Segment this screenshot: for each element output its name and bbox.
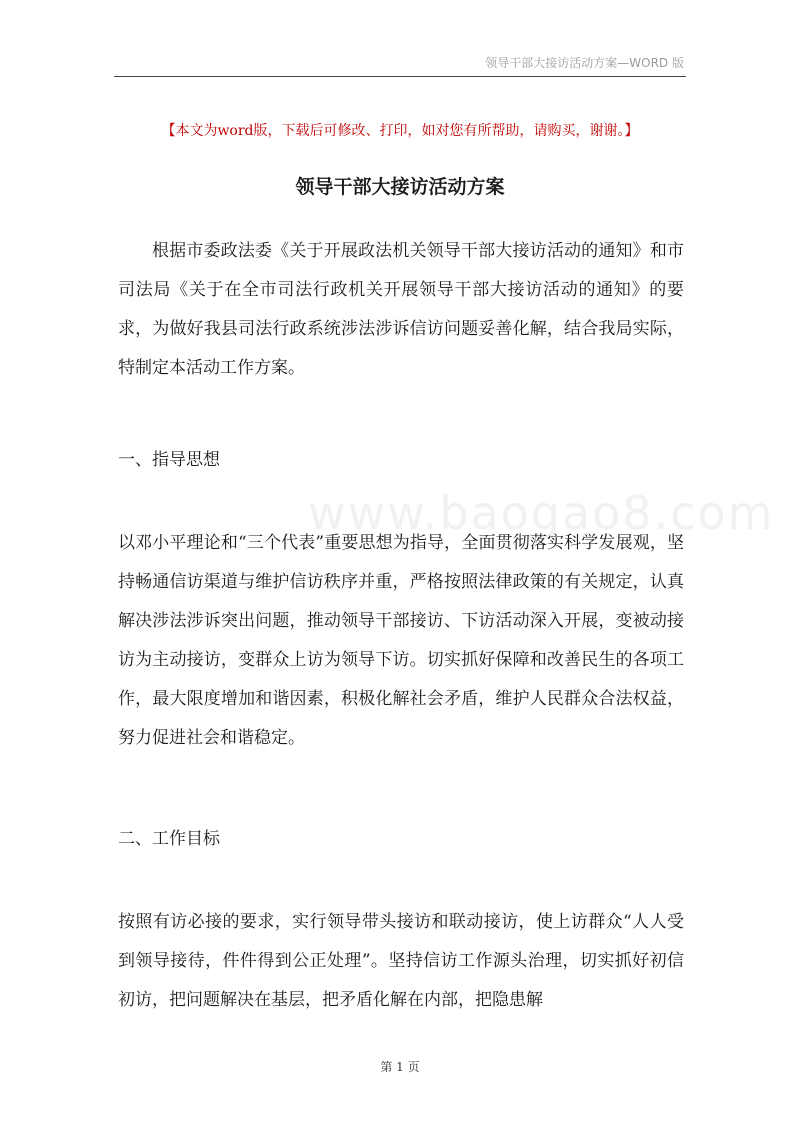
document-title: 领导干部大接访活动方案: [295, 176, 505, 198]
section-body-work-goals: 按照有访必接的要求，实行领导带头接访和联动接访，使上访群众“人人受到领导接待，件件得到公正处理”。坚持信访工作源头治理，切实抓好初信初访，把问题解决在基层，把矛盾化解在内部，把隐患解: [118, 912, 684, 1010]
section-heading-guiding-ideology: 一、指导思想: [118, 450, 220, 470]
running-header: 领导干部大接访活动方案—WORD 版: [485, 56, 684, 70]
watermark: www.baogao8.com: [308, 486, 775, 540]
section-heading-work-goals: 二、工作目标: [118, 829, 220, 849]
header-divider: [114, 76, 686, 77]
intro-paragraph: 根据市委政法委《关于开展政法机关领导干部大接访活动的通知》和市司法局《关于在全市司法行政机关开展领导干部大接访活动的通知》的要求，为做好我县司法行政系统涉法涉诉信访问题妥善化解，结合我局实际，特制定本活动工作方案。: [118, 241, 684, 378]
section-body-guiding-ideology: 以邓小平理论和“三个代表”重要思想为指导，全面贯彻落实科学发展观，坚持畅通信访渠道与维护信访秩序并重，严格按照法律政策的有关规定，认真解决涉法涉诉突出问题，推动领导干部接访、下访活动深入开展，变被动接访为主动接访，变群众上访为领导下访。切实抓好保障和改善民生的各项工作，最大限度增加和谐因素，积极化解社会矛盾，维护人民群众合法权益，努力促进社会和谐稳定。: [118, 533, 684, 748]
page-number: 第 1 页: [380, 1060, 420, 1074]
download-notice: 【本文为word版，下载后可修改、打印，如对您有所帮助，请购买，谢谢。】: [161, 123, 639, 139]
